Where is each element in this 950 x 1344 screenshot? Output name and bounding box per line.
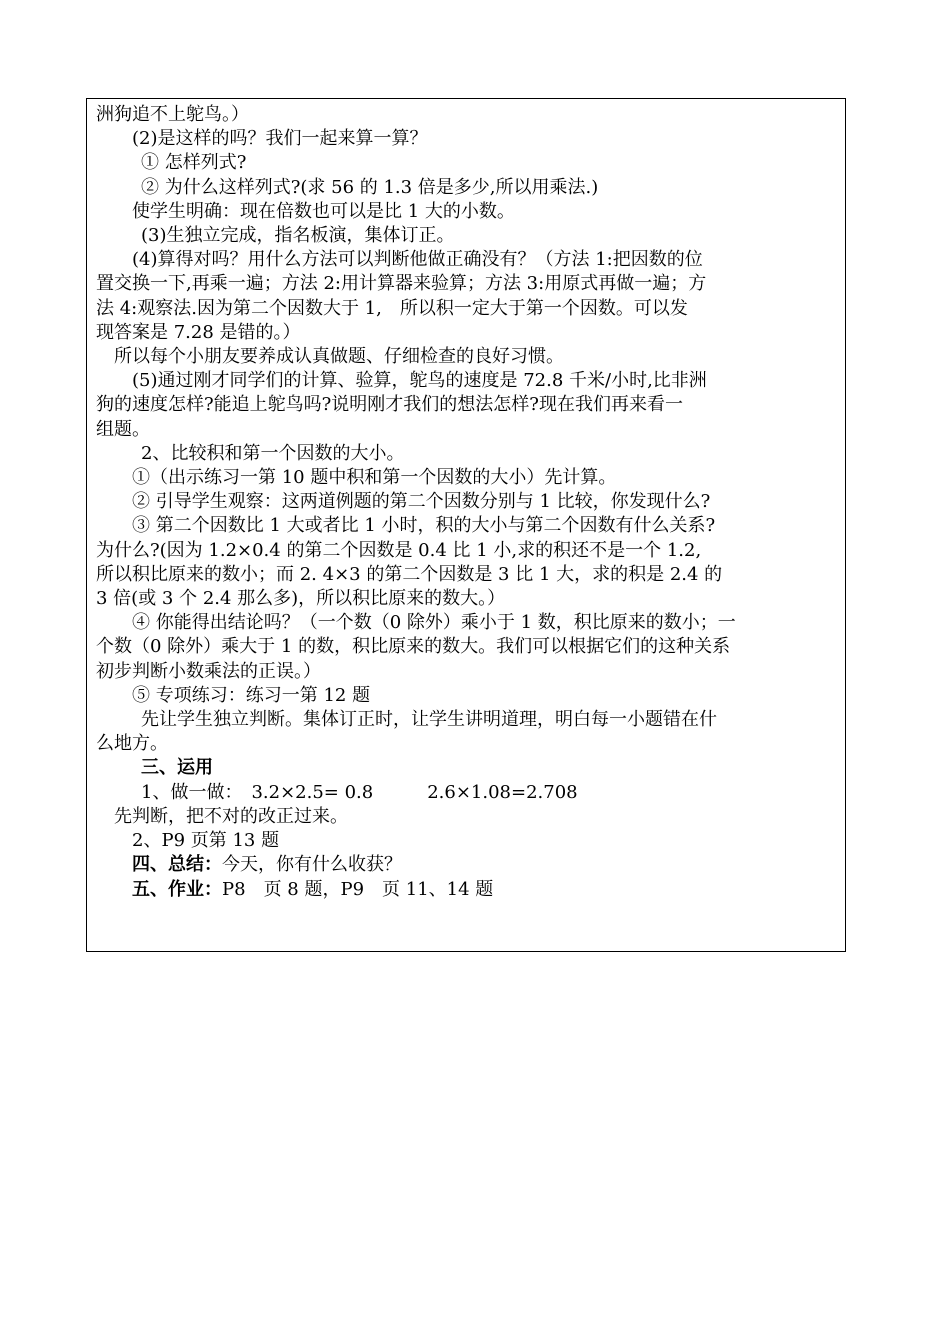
text-line: (4)算得对吗？用什么方法可以判断他做正确没有？（方法 1:把因数的位 [132, 249, 703, 271]
text-line: 1、做一做： 3.2×2.5= 0.8 2.6×1.08=2.708 [141, 781, 578, 803]
section-text: 今天，你有什么收获？ [222, 854, 402, 876]
text-line: 先判断，把不对的改正过来。 [114, 805, 348, 827]
text-line: 洲狗追不上鸵鸟。） [96, 104, 249, 125]
text-line: 先让学生独立判断。集体订正时，让学生讲明道理，明白每一小题错在什 [141, 709, 717, 731]
text-line: ③ 第二个因数比 1 大或者比 1 小时，积的大小与第二个因数有什么关系? [132, 515, 716, 537]
text-line [96, 878, 837, 902]
text-line: 狗的速度怎样?能追上鸵鸟吗?说明刚才我们的想法怎样?现在我们再来看一 [96, 394, 683, 416]
text-line: ①（出示练习一第 10 题中积和第一个因数的大小）先计算。 [132, 467, 617, 489]
text-line: 为什么?(因为 1.2×0.4 的第二个因数是 0.4 比 1 小,求的积还不是一个 1.2, [96, 539, 702, 561]
text-line: 现答案是 7.28 是错的。） [96, 321, 301, 343]
text-line: 2、P9 页第 13 题 [132, 830, 280, 852]
text-line: ② 引导学生观察：这两道例题的第二个因数分别与 1 比较，你发现什么? [132, 491, 711, 513]
text-line: (5)通过刚才同学们的计算、验算，鸵鸟的速度是 72.8 千米/小时,比非洲 [132, 370, 707, 392]
text-line: 置交换一下,再乘一遍；方法 2:用计算器来验算；方法 3:用原式再做一遍；方 [96, 273, 707, 295]
text-line: 三、运用 [141, 757, 213, 779]
text-line: 所以每个小朋友要养成认真做题、仔细检查的良好习惯。 [114, 346, 564, 368]
text-line: ⑤ 专项练习：练习一第 12 题 [132, 684, 371, 706]
text-line: ① 怎样列式? [141, 152, 247, 174]
text-line: ② 为什么这样列式?(求 56 的 1.3 倍是多少,所以用乘法.) [141, 176, 599, 198]
text-line: 2、比较积和第一个因数的大小。 [141, 442, 405, 464]
text-line: (3)生独立完成，指名板演，集体订正。 [141, 225, 455, 247]
text-line: 使学生明确：现在倍数也可以是比 1 大的小数。 [132, 200, 515, 222]
text-line [96, 853, 837, 877]
text-line: 么地方。 [96, 733, 168, 755]
lesson-plan-box [86, 98, 846, 952]
text-line: ④ 你能得出结论吗？（一个数（0 除外）乘小于 1 数，积比原来的数小；一 [132, 612, 736, 634]
section-text: P8 页 8 题，P9 页 11、14 题 [222, 878, 494, 900]
text-line: 组题。 [96, 418, 150, 440]
text-line: 3 倍(或 3 个 2.4 那么多)，所以积比原来的数大。） [96, 588, 506, 610]
text-line: 所以积比原来的数小；而 2. 4×3 的第二个因数是 3 比 1 大，求的积是 2.4 的 [96, 563, 723, 585]
text-line: (2)是这样的吗？我们一起来算一算？ [132, 128, 428, 150]
section-heading: 五、作业： [132, 878, 222, 900]
text-line: 初步判断小数乘法的正误。） [96, 660, 321, 682]
section-heading: 四、总结： [132, 854, 222, 876]
text-line: 法 4:观察法.因为第二个因数大于 1, 所以积一定大于第一个因数。可以发 [96, 297, 688, 319]
text-line: 个数（0 除外）乘大于 1 的数，积比原来的数大。我们可以根据它们的这种关系 [96, 636, 731, 658]
